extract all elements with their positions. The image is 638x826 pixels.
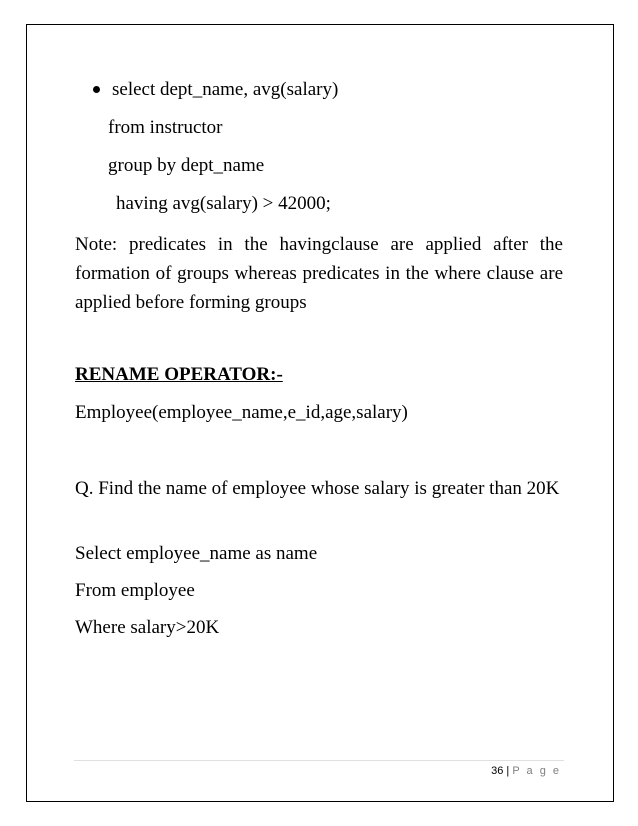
- sql-where-line: Where salary>20K: [75, 617, 220, 638]
- page-label: P a g e: [512, 765, 561, 777]
- query-line-group-by: group by dept_name: [108, 155, 265, 176]
- footer-rule: [74, 760, 564, 761]
- query-line-select: select dept_name, avg(salary): [112, 79, 339, 100]
- question-paragraph: Q. Find the name of employee whose salary is greater than 20K: [75, 478, 560, 499]
- sql-select-line: Select employee_name as name: [75, 543, 318, 564]
- bullet-icon: [93, 86, 100, 93]
- page-number: 36: [491, 765, 504, 777]
- footer-separator: |: [506, 765, 510, 777]
- sql-from-line: From employee: [75, 580, 195, 601]
- section-heading: RENAME OPERATOR:-: [75, 364, 283, 385]
- schema-definition: Employee(employee_name,e_id,age,salary): [75, 402, 408, 423]
- note-paragraph: Note: predicates in the havingclause are applied after the formation of groups whereas predicates in the where clause are applied before forming groups: [75, 234, 563, 313]
- page-footer: [491, 765, 561, 777]
- query-line-having: having avg(salary) > 42000;: [116, 193, 331, 214]
- query-line-from: from instructor: [108, 117, 223, 138]
